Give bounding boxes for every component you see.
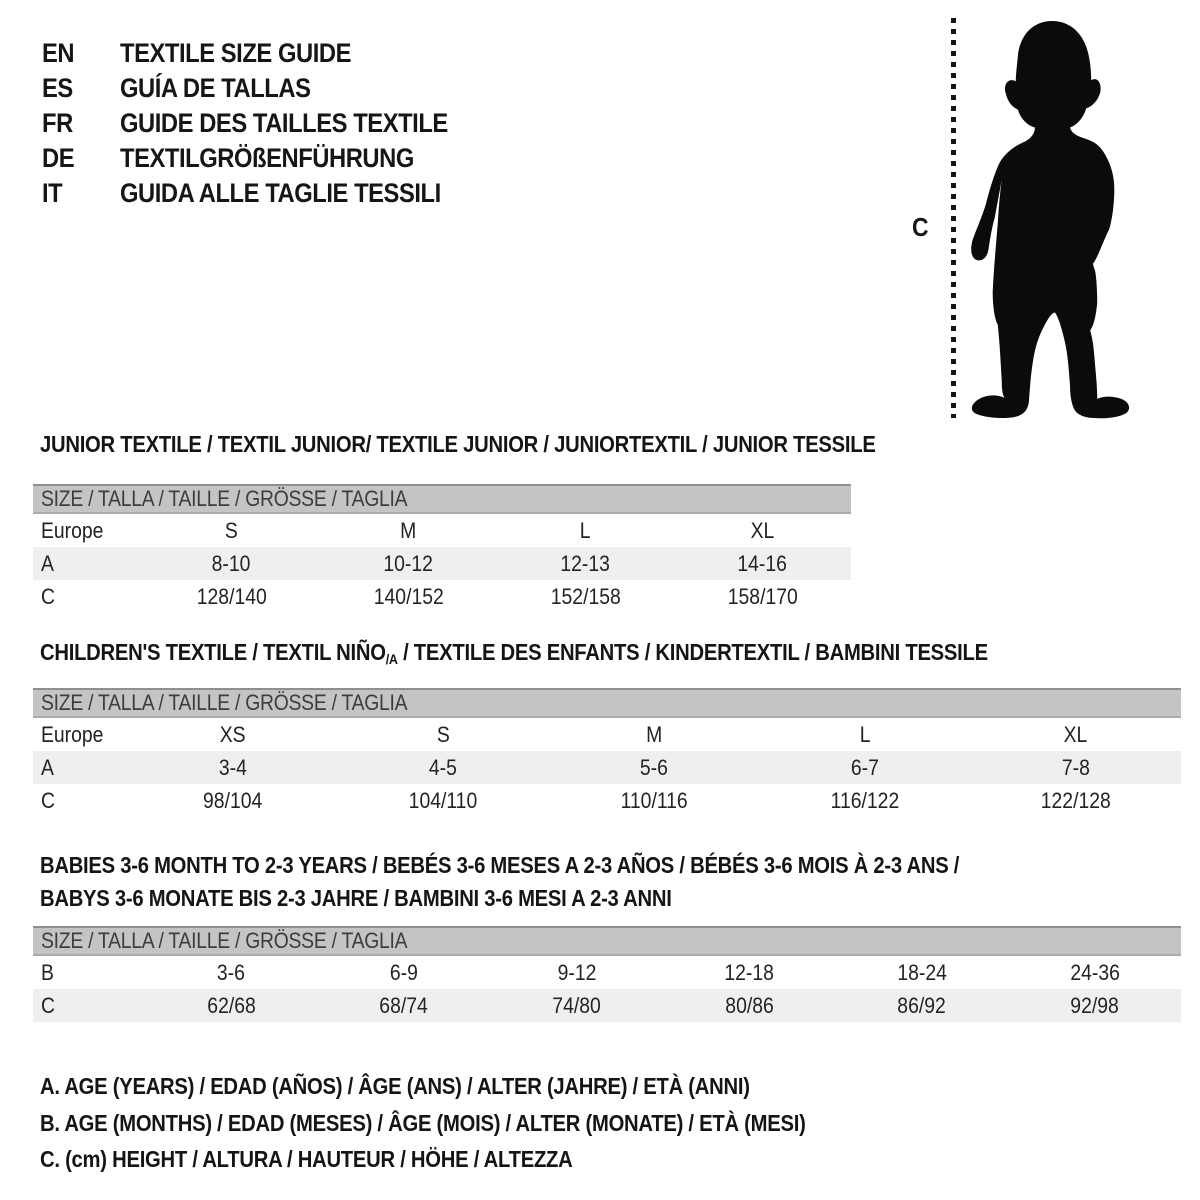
section-heading-junior: JUNIOR TEXTILE / TEXTIL JUNIOR/ TEXTILE JUNIOR / JUNIORTEXTIL / JUNIOR TESSILE	[40, 431, 876, 457]
size-cell: 12-18	[724, 959, 775, 985]
babies-size-table	[33, 926, 1181, 1022]
size-cell: 7-8	[1061, 754, 1090, 780]
size-cell: 80/86	[725, 992, 774, 1018]
row-label: A	[41, 754, 54, 780]
size-cell: 8-10	[212, 550, 251, 576]
size-cell: 12-13	[560, 550, 611, 576]
size-cell: 6-9	[390, 959, 418, 985]
guide-title: GUIDE DES TAILLES TEXTILE	[120, 108, 448, 138]
row-label: C	[41, 992, 55, 1018]
table-row	[33, 784, 1181, 817]
legend-line-b: B. AGE (MONTHS) / EDAD (MESES) / ÂGE (MOIS) / ALTER (MONATE) / ETÀ (MESI)	[40, 1109, 806, 1136]
guide-title: GUIDA ALLE TAGLIE TESSILI	[120, 178, 441, 208]
height-measure-label: C	[912, 212, 929, 242]
section-heading-babies: BABIES 3-6 MONTH TO 2-3 YEARS / BEBÉS 3-6 MESES A 2-3 AÑOS / BÉBÉS 3-6 MOIS À 2-3 ANS / BABYS 3-6 MONATE BIS 2-3 JAHRE / BAMBINI 3-6 MESI A 2-3 ANNI	[40, 852, 960, 911]
size-cell: 6-7	[850, 754, 879, 780]
size-bar: SIZE / TALLA / TAILLE / GRÖSSE / TAGLIA	[33, 926, 1181, 956]
language-code: DE	[42, 143, 75, 173]
language-code: ES	[42, 73, 73, 103]
size-cell: 116/122	[830, 787, 900, 813]
legend	[40, 1068, 910, 1178]
height-measure-dashed-line	[951, 18, 956, 418]
list-item	[42, 176, 493, 211]
size-cell: 110/116	[620, 787, 688, 813]
size-cell: S	[225, 517, 238, 543]
size-cell: 140/152	[373, 583, 444, 609]
list-item	[42, 36, 493, 71]
size-cell: M	[400, 517, 417, 543]
size-cell: 10-12	[383, 550, 434, 576]
size-cell: XS	[219, 721, 246, 747]
table-row	[33, 547, 851, 580]
table-row	[33, 751, 1181, 784]
size-cell: 14-16	[737, 550, 788, 576]
size-cell: 18-24	[897, 959, 947, 985]
size-cell: M	[645, 721, 663, 747]
guide-title: TEXTILE SIZE GUIDE	[120, 38, 352, 68]
size-cell: 5-6	[640, 754, 668, 780]
language-title-list	[42, 36, 493, 211]
size-cell: S	[436, 721, 450, 747]
children-size-table	[33, 688, 1181, 817]
size-cell: 158/170	[727, 583, 798, 609]
size-cell: 86/92	[897, 992, 947, 1018]
size-cell: 98/104	[202, 787, 263, 813]
guide-title: TEXTILGRÖßENFÜHRUNG	[120, 143, 414, 173]
row-label: C	[41, 787, 55, 813]
size-cell: 3-6	[217, 959, 246, 985]
size-cell: 74/80	[552, 992, 601, 1018]
size-cell: XL	[750, 517, 775, 543]
size-cell: 4-5	[429, 754, 458, 780]
size-cell: 3-4	[218, 754, 247, 780]
size-cell: 62/68	[207, 992, 256, 1018]
legend-line-c: C. (cm) HEIGHT / ALTURA / HAUTEUR / HÖHE / ALTEZZA	[40, 1146, 573, 1172]
junior-size-table	[33, 484, 851, 613]
list-item	[42, 141, 493, 176]
table-row	[33, 718, 1181, 751]
table-row	[33, 514, 851, 547]
nino-a-subscript: /A	[385, 651, 398, 668]
toddler-silhouette-icon	[968, 18, 1140, 420]
language-code: FR	[42, 108, 73, 138]
size-cell: 24-36	[1069, 959, 1120, 985]
size-cell: L	[580, 517, 591, 543]
size-cell: 152/158	[550, 583, 621, 609]
size-cell: L	[859, 721, 871, 747]
size-cell: XL	[1063, 721, 1088, 747]
row-label: A	[41, 550, 54, 576]
row-label: Europe	[41, 517, 104, 543]
size-cell: 68/74	[379, 992, 429, 1018]
section-heading-children: CHILDREN'S TEXTILE / TEXTIL $NIÑO_{/A}$ / TEXTILE DES ENFANTS / KINDERTEXTIL / BAMBINI TESSILE	[40, 639, 988, 668]
size-bar: SIZE / TALLA / TAILLE / GRÖSSE / TAGLIA	[33, 484, 851, 514]
size-cell: 9-12	[557, 959, 597, 985]
list-item	[42, 71, 493, 106]
size-cell: 122/128	[1040, 787, 1111, 813]
row-label: C	[41, 583, 55, 609]
table-row	[33, 956, 1181, 989]
size-bar: SIZE / TALLA / TAILLE / GRÖSSE / TAGLIA	[33, 688, 1181, 718]
size-cell: 128/140	[196, 583, 267, 609]
legend-line-a: A. AGE (YEARS) / EDAD (AÑOS) / ÂGE (ANS) / ALTER (JAHRE) / ETÀ (ANNI)	[40, 1073, 750, 1099]
language-code: IT	[42, 178, 63, 208]
language-code: EN	[42, 38, 75, 68]
table-row	[33, 580, 851, 613]
row-label: Europe	[41, 721, 104, 747]
list-item	[42, 106, 493, 141]
row-label: B	[41, 959, 54, 985]
guide-title: GUÍA DE TALLAS	[120, 73, 311, 103]
table-row	[33, 989, 1181, 1022]
size-cell: 104/110	[408, 787, 478, 813]
size-cell: 92/98	[1070, 992, 1119, 1018]
